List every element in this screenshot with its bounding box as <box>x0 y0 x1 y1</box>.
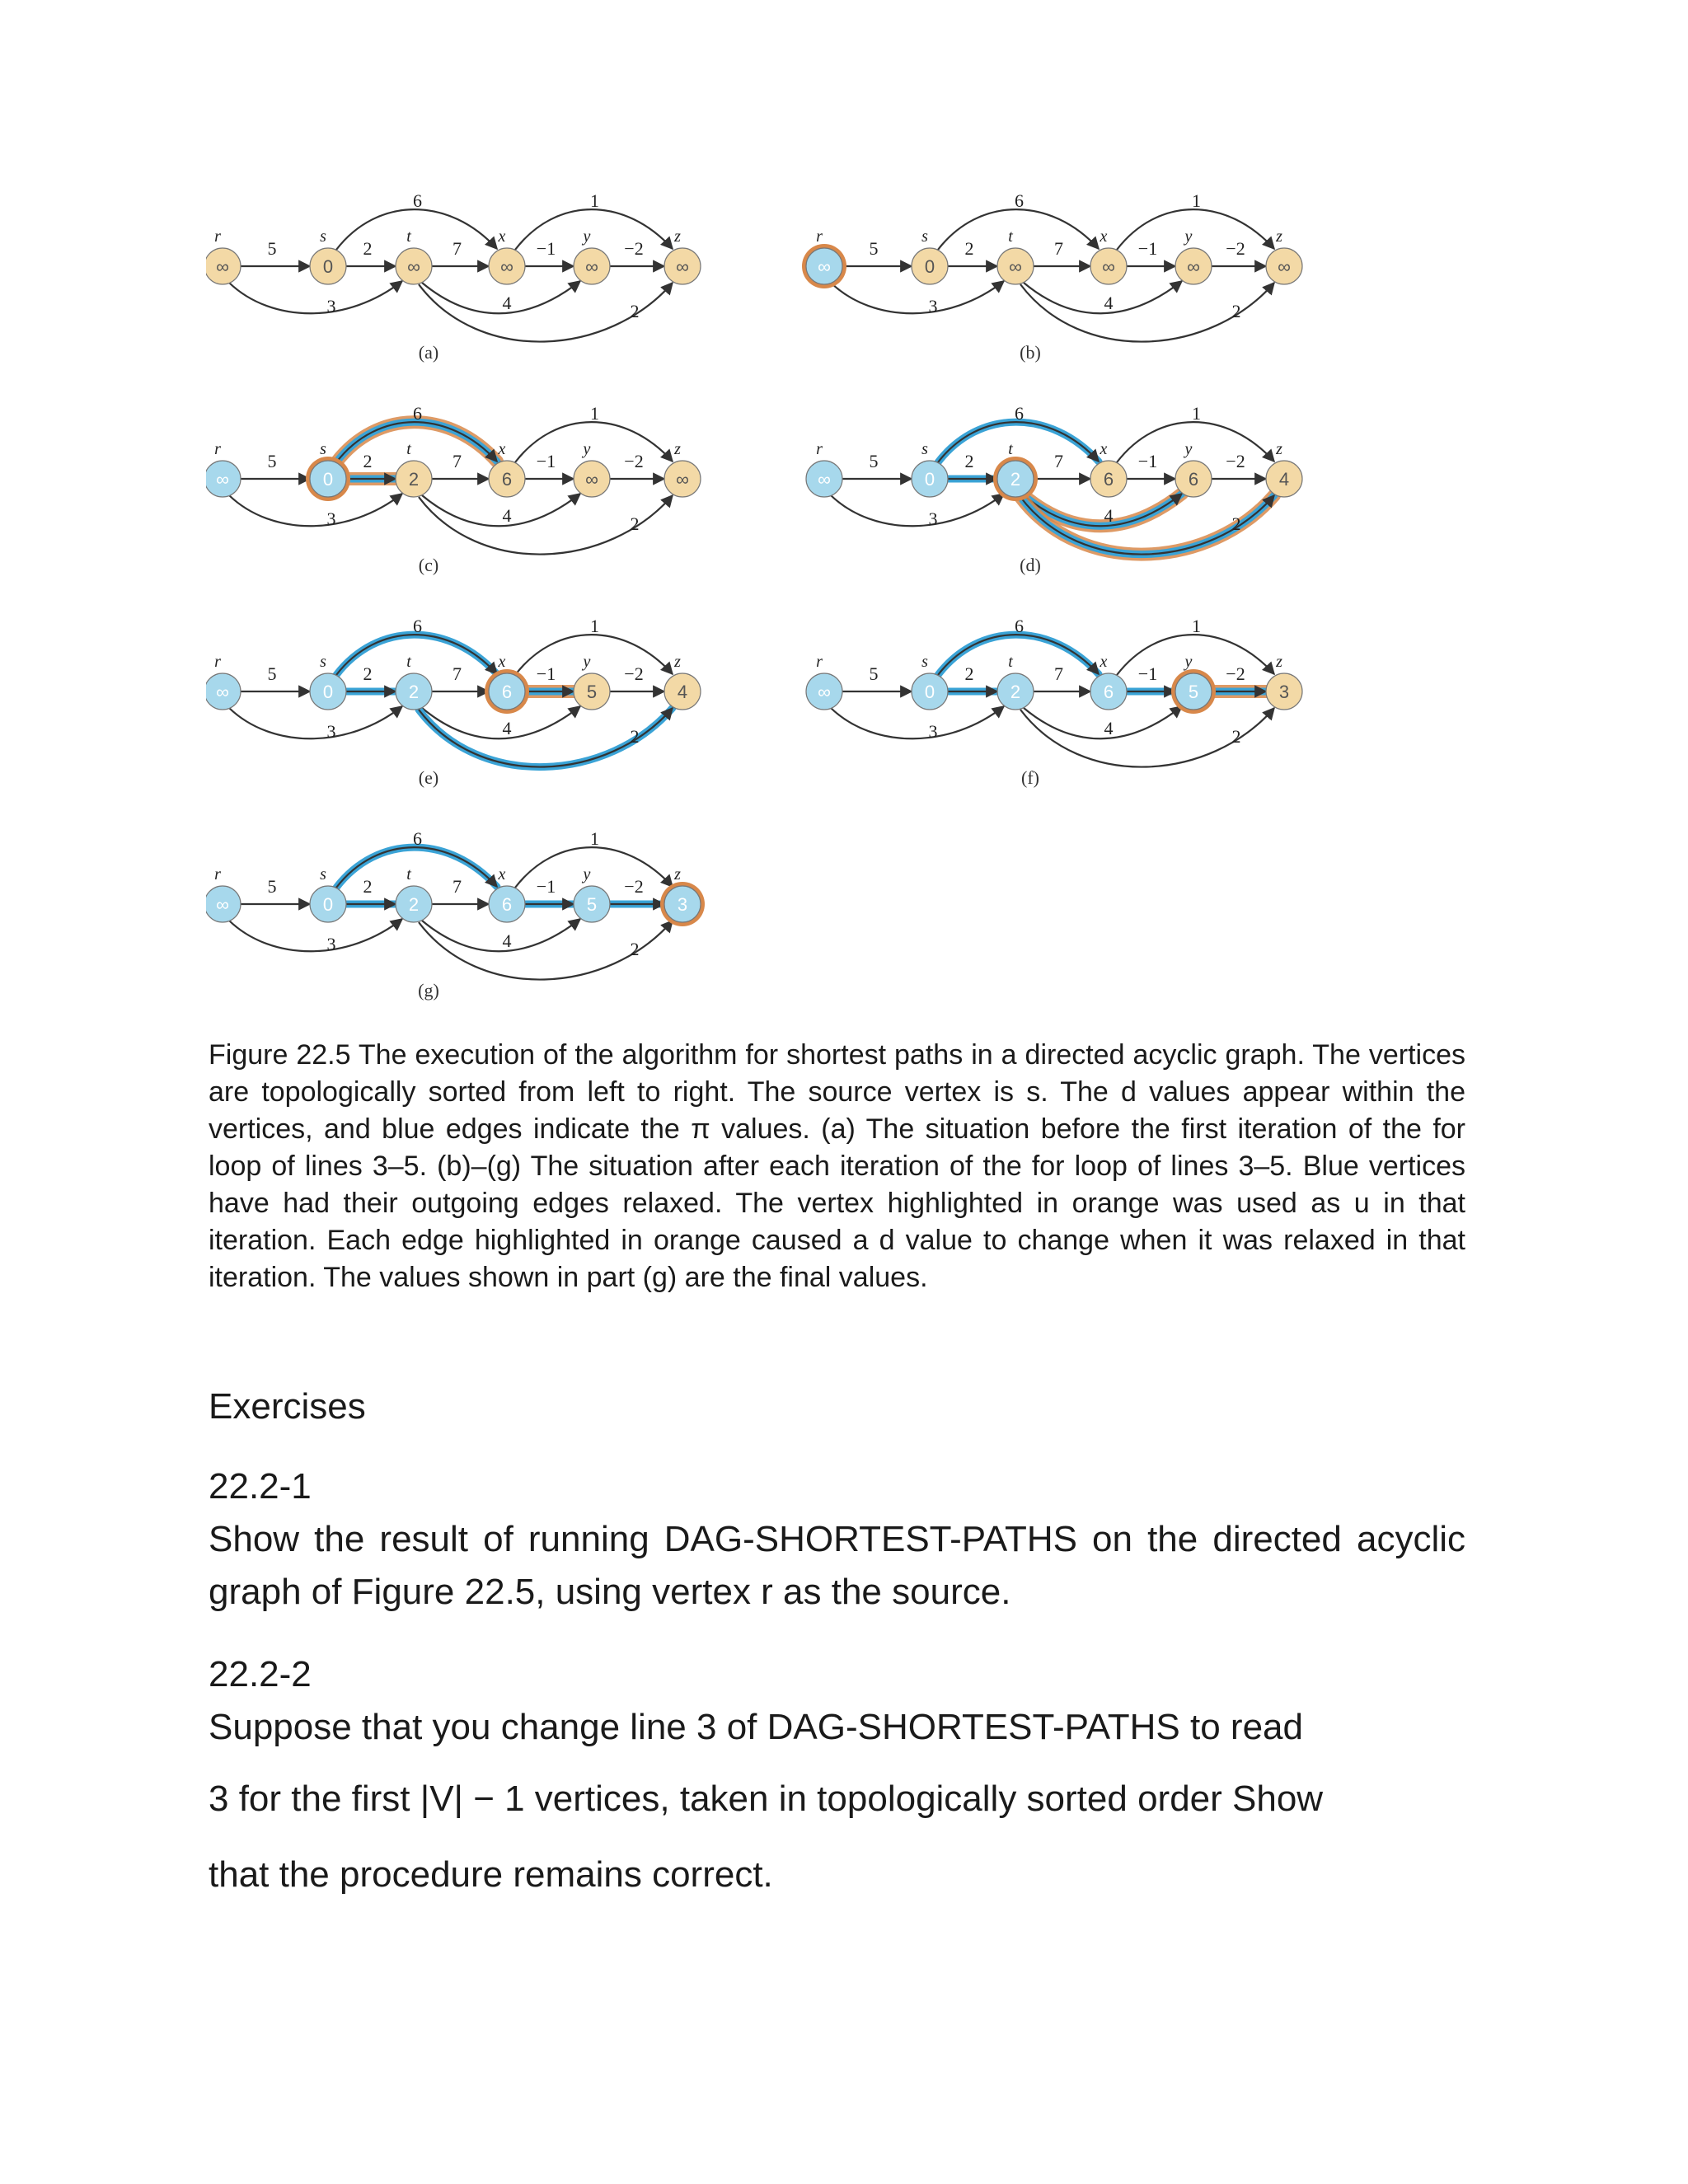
vertex-name: s <box>320 440 326 458</box>
edge-weight: 2 <box>1231 513 1241 534</box>
edge-weight: 2 <box>964 238 974 259</box>
vertex-name: y <box>1184 227 1193 246</box>
edge-weight: 2 <box>630 726 640 747</box>
figure-graphs <box>206 185 1360 1010</box>
vertex-name: r <box>214 440 221 458</box>
vertex-name: r <box>214 865 221 883</box>
edge-weight: 6 <box>413 403 422 424</box>
vertex-value: ∞ <box>585 469 598 490</box>
graph-panel <box>206 403 701 575</box>
vertex-value: 0 <box>322 682 334 702</box>
vertex-value: 4 <box>677 682 688 702</box>
vertex-name: x <box>498 227 506 246</box>
edge-weight: 4 <box>502 930 512 951</box>
edge-weight: 6 <box>413 616 422 636</box>
edge-weight: 1 <box>1192 190 1201 211</box>
vertex-value: 0 <box>322 469 334 490</box>
graph-edge <box>831 281 1004 313</box>
edge-weight: 1 <box>1192 616 1201 636</box>
vertex-name: x <box>498 653 506 671</box>
graph-panel <box>206 190 701 363</box>
vertex-value: 2 <box>408 894 420 915</box>
vertex-value: ∞ <box>818 256 831 277</box>
vertex-name: r <box>816 440 823 458</box>
vertex-name: t <box>406 865 411 883</box>
edge-weight: 3 <box>326 721 336 742</box>
edge-pi <box>938 635 1099 675</box>
graph-edge <box>229 281 402 313</box>
edge-weight: 1 <box>590 616 599 636</box>
vertex-value: 0 <box>322 894 334 915</box>
graph-edge <box>229 919 402 951</box>
edge-weight: −2 <box>624 876 644 897</box>
edge-weight: 2 <box>630 301 640 321</box>
vertex-name: s <box>320 653 326 671</box>
edge-weight: 4 <box>1104 718 1114 738</box>
vertex-name: r <box>214 653 221 671</box>
edge-weight: 2 <box>964 663 974 684</box>
edge-weight: 4 <box>502 293 512 313</box>
panel-label: (f) <box>1021 767 1039 788</box>
edge-weight: 6 <box>1015 190 1024 211</box>
vertex-value: ∞ <box>216 682 229 702</box>
panel-label: (d) <box>1020 555 1041 575</box>
vertex-value: 4 <box>1278 469 1290 490</box>
graph-edge <box>831 706 1004 738</box>
edge-weight: 5 <box>267 663 277 684</box>
edge-weight: −2 <box>624 663 644 684</box>
vertex-value: ∞ <box>1187 256 1200 277</box>
figure-caption: Figure 22.5 The execution of the algorithm for shortest paths in a directed acyclic graph. The vertices are topologically sorted from left to right. The source vertex is s. The d values appear within the vertices, and blue edges indicate the π values. (a) The situation before the first iteration of the for loop of lines 3–5. (b)–(g) The situation after each iteration of the for loop of lines 3–5. Blue vertices have had their outgoing edges relaxed. The vertex highlighted in orange was used as u in that iteration. Each edge highlighted in orange caused a d value to change when it was relaxed in that iteration. The values shown in part (g) are the final values. <box>209 1039 1465 1293</box>
vertex-name: z <box>674 440 681 458</box>
edge-weight: −2 <box>1226 238 1245 259</box>
vertex-name: t <box>1008 440 1013 458</box>
edge-weight: 5 <box>869 238 879 259</box>
graph-edge <box>938 209 1099 250</box>
vertex-value: ∞ <box>1102 256 1115 277</box>
vertex-name: t <box>406 653 411 671</box>
vertex-value: 3 <box>677 894 688 915</box>
graph-edge <box>336 209 497 250</box>
vertex-name: t <box>1008 227 1013 246</box>
edge-weight: −2 <box>624 451 644 471</box>
edge-weight: 2 <box>964 451 974 471</box>
vertex-name: z <box>1276 653 1282 671</box>
edge-weight: 6 <box>413 190 422 211</box>
panel-label: (b) <box>1020 342 1041 363</box>
vertex-value: ∞ <box>818 682 831 702</box>
edge-weight: −1 <box>1137 663 1158 684</box>
edge-weight: 7 <box>1054 663 1063 684</box>
vertex-value: 0 <box>924 469 935 490</box>
panel-label: (c) <box>418 555 439 575</box>
graph-panel <box>206 828 705 1001</box>
edge-weight: 2 <box>630 513 640 534</box>
vertex-value: 0 <box>924 256 935 277</box>
graph-edge <box>1024 706 1182 738</box>
edge-weight: 1 <box>590 828 599 849</box>
vertex-name: y <box>583 865 591 883</box>
exercise-line-4: that the procedure remains correct. <box>209 1854 773 1895</box>
graph-edge <box>422 494 580 526</box>
vertex-name: s <box>921 227 928 246</box>
vertex-name: z <box>674 227 681 246</box>
edge-weight: −2 <box>1226 451 1245 471</box>
exercise-text: Suppose that you change line 3 of DAG-SHORTEST-PATHS to read <box>209 1707 1303 1747</box>
edge-weight: 3 <box>928 509 938 529</box>
vertex-name: s <box>921 440 928 458</box>
edge-weight: 7 <box>452 238 462 259</box>
edge-weight: 4 <box>502 718 512 738</box>
vertex-value: 2 <box>408 682 420 702</box>
edge-weight: 1 <box>1192 403 1201 424</box>
edge-weight: 2 <box>363 451 373 471</box>
vertex-name: t <box>406 227 411 246</box>
graph-edge <box>422 919 580 951</box>
vertex-value: ∞ <box>216 894 229 915</box>
edge-weight: −2 <box>1226 663 1245 684</box>
edge-weight: 6 <box>1015 616 1024 636</box>
vertex-value: 6 <box>501 682 513 702</box>
edge-weight: 5 <box>869 451 879 471</box>
edge-weight: −1 <box>536 238 556 259</box>
vertex-name: s <box>320 227 326 246</box>
graph-edge <box>229 494 402 526</box>
edge-weight: 4 <box>1104 293 1114 313</box>
edge-weight: 7 <box>452 663 462 684</box>
vertex-value: 2 <box>1010 682 1021 702</box>
panel-label: (g) <box>418 980 439 1001</box>
vertex-name: x <box>498 440 506 458</box>
vertex-value: 6 <box>1103 682 1114 702</box>
figure-22-5 <box>206 185 1360 1010</box>
exercise-number: 22.2-2 <box>209 1654 312 1694</box>
vertex-name: x <box>1100 440 1108 458</box>
vertex-value: ∞ <box>676 256 689 277</box>
edge-weight: 3 <box>326 934 336 954</box>
vertex-name: y <box>583 440 591 458</box>
vertex-name: r <box>816 653 823 671</box>
edge-weight: −2 <box>624 238 644 259</box>
panel-label: (a) <box>418 342 439 363</box>
vertex-value: 6 <box>501 469 513 490</box>
edge-weight: 7 <box>452 451 462 471</box>
vertex-value: 5 <box>586 894 598 915</box>
edge-weight: 3 <box>326 296 336 316</box>
vertex-value: ∞ <box>216 256 229 277</box>
exercises-heading: Exercises <box>209 1386 366 1427</box>
edge-weight: 5 <box>267 876 277 897</box>
edge-weight: 2 <box>630 939 640 959</box>
exercise-text: Show the result of running DAG-SHORTEST-PATHS on the directed acyclic graph of Figure 22.5, using vertex r as the source. <box>209 1519 1465 1612</box>
graph-panel <box>806 403 1302 575</box>
edge-weight: 6 <box>1015 403 1024 424</box>
vertex-value: 2 <box>408 469 420 490</box>
vertex-value: ∞ <box>216 469 229 490</box>
vertex-value: ∞ <box>585 256 598 277</box>
edge-weight: 5 <box>267 451 277 471</box>
edge-weight: 2 <box>363 238 373 259</box>
edge-weight: −1 <box>536 876 556 897</box>
edge-weight: 2 <box>1231 726 1241 747</box>
edge-pi <box>336 635 497 675</box>
edge-weight: −1 <box>536 451 556 471</box>
edge-weight: 4 <box>1104 505 1114 526</box>
exercise-22-2-1 <box>209 1460 1465 1619</box>
vertex-name: z <box>674 865 681 883</box>
edge-weight: 2 <box>363 876 373 897</box>
exercise-22-2-2 <box>209 1648 1465 1754</box>
edge-weight: 4 <box>502 505 512 526</box>
edge-weight: 7 <box>1054 451 1063 471</box>
graph-edge <box>422 281 580 313</box>
vertex-name: y <box>583 653 591 671</box>
graph-edge <box>229 706 402 738</box>
vertex-value: 3 <box>1278 682 1290 702</box>
vertex-value: 6 <box>1103 469 1114 490</box>
edge-weight: 6 <box>413 828 422 849</box>
vertex-value: ∞ <box>500 256 513 277</box>
vertex-name: z <box>1276 227 1282 246</box>
vertex-name: t <box>406 440 411 458</box>
exercise-line-3: 3 for the first |V| − 1 vertices, taken in topologically sorted order Show <box>209 1779 1324 1819</box>
edge-weight: 5 <box>267 238 277 259</box>
edge-weight: 3 <box>326 509 336 529</box>
edge-weight: 5 <box>869 663 879 684</box>
vertex-value: 0 <box>322 256 334 277</box>
vertex-value: 2 <box>1010 469 1021 490</box>
vertex-name: r <box>214 227 221 246</box>
vertex-name: x <box>498 865 506 883</box>
exercise-number: 22.2-1 <box>209 1466 312 1507</box>
graph-panel <box>802 190 1302 363</box>
edge-weight: −1 <box>536 663 556 684</box>
vertex-name: s <box>320 865 326 883</box>
edge-weight: 2 <box>363 663 373 684</box>
vertex-name: r <box>816 227 823 246</box>
vertex-name: y <box>1184 653 1193 671</box>
vertex-value: ∞ <box>407 256 420 277</box>
vertex-value: 6 <box>501 894 513 915</box>
graph-panel <box>206 616 701 788</box>
vertex-value: 5 <box>586 682 598 702</box>
edge-pi <box>336 847 497 888</box>
graph-edge <box>831 494 1004 526</box>
edge-weight: 1 <box>590 190 599 211</box>
edge-weight: 2 <box>1231 301 1241 321</box>
vertex-value: 0 <box>924 682 935 702</box>
graph-edge <box>1024 281 1182 313</box>
edge-weight: 7 <box>1054 238 1063 259</box>
vertex-value: 5 <box>1188 682 1199 702</box>
edge-weight: −1 <box>1137 238 1158 259</box>
edge-weight: 3 <box>928 296 938 316</box>
vertex-name: z <box>674 653 681 671</box>
vertex-name: y <box>1184 440 1193 458</box>
graph-panel <box>806 616 1302 788</box>
vertex-value: 6 <box>1188 469 1199 490</box>
vertex-value: ∞ <box>676 469 689 490</box>
vertex-name: s <box>921 653 928 671</box>
vertex-name: y <box>583 227 591 246</box>
edge-weight: 3 <box>928 721 938 742</box>
edge-pi <box>938 422 1099 462</box>
vertex-name: z <box>1276 440 1282 458</box>
vertex-value: ∞ <box>1278 256 1291 277</box>
vertex-name: t <box>1008 653 1013 671</box>
vertex-value: ∞ <box>1009 256 1022 277</box>
vertex-value: ∞ <box>818 469 831 490</box>
vertex-name: x <box>1100 227 1108 246</box>
edge-weight: 1 <box>590 403 599 424</box>
vertex-name: x <box>1100 653 1108 671</box>
panel-label: (e) <box>418 767 439 788</box>
edge-weight: 7 <box>452 876 462 897</box>
edge-weight: −1 <box>1137 451 1158 471</box>
